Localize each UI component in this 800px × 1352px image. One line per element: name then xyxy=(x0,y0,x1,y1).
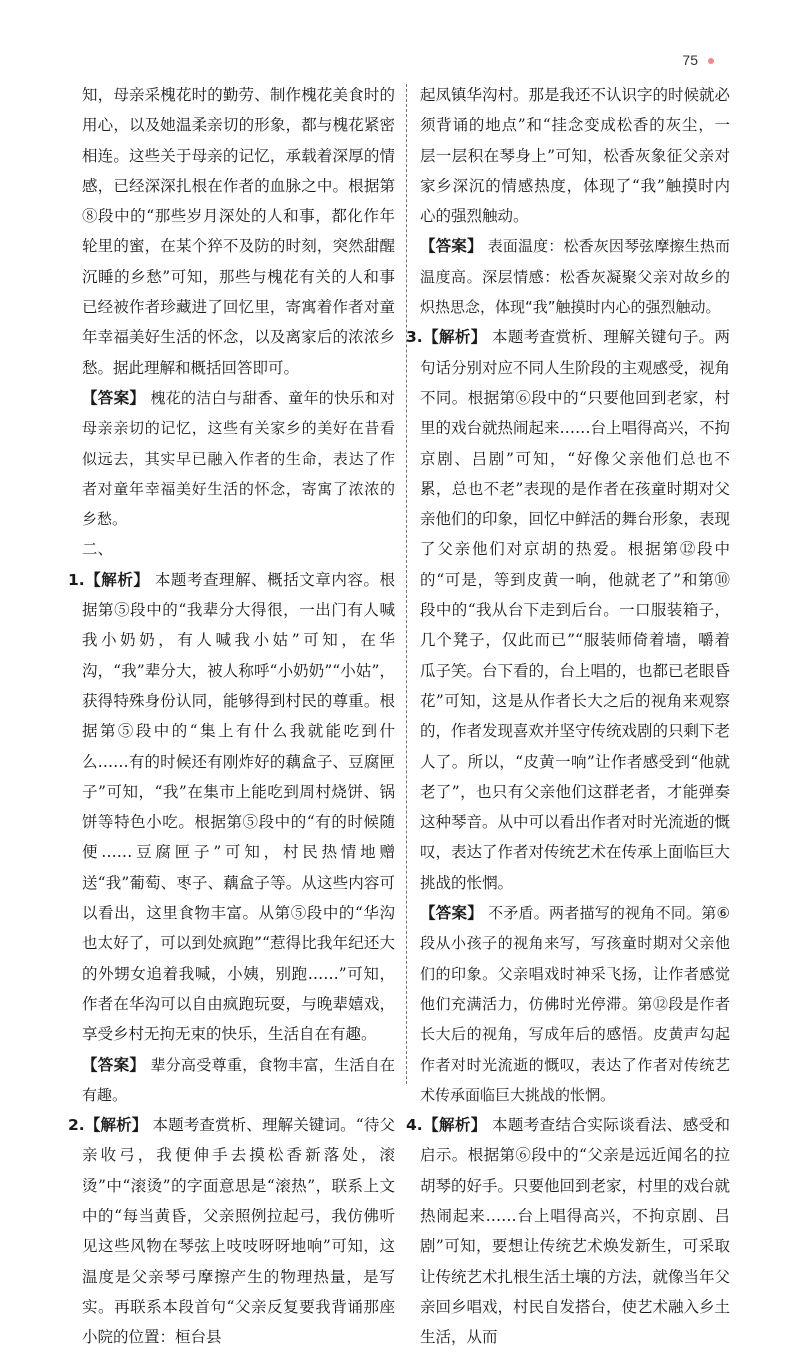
question-2-analysis xyxy=(68,1110,395,1352)
analysis-tag: 【解析】 xyxy=(422,1116,487,1135)
analysis-text: 本题考查赏析、理解关键词。“待父亲收弓，我便伸手去摸松香新落处，滚烫”中“滚烫”的字面意思是“滚热”，联系上文中的“每当黄昏，父亲照例拉起弓，我仿佛听见这些风物在琴弦上吱吱呀呀地响”可知，这温度是父亲琴弓摩擦产生的物理热量，是写实。再联系本段首句“父亲反复要我背诵那座小院的位置：桓台县 xyxy=(82,1116,395,1347)
question-2-answer xyxy=(420,231,730,322)
analysis-continuation: 知，母亲采槐花时的勤劳、制作槐花美食时的用心，以及她温柔亲切的形象，都与槐花紧密相连。这些关于母亲的记忆，承载着深厚的情感，已经深深扎根在作者的血脉之中。根据第⑧段中的“那些岁月深处的人和事，都化作年轮里的蜜，在某个猝不及防的时刻，突然甜醒沉睡的乡愁”可知，那些与槐花有关的人和事已经被作者珍藏进了回忆里，寄寓着作者对童年幸福美好生活的怀念，以及离家后的浓浓乡愁。据此理解和概括回答即可。 xyxy=(82,86,395,377)
question-number: 4. xyxy=(406,1116,423,1135)
answer-text: 槐花的洁白与甜香、童年的快乐和对母亲亲切的记忆，这些有关家乡的美好在昔看似远去，其实早已融入作者的生命，表达了作者对童年幸福美好生活的怀念，寄寓了浓浓的乡愁。 xyxy=(82,388,395,529)
analysis-tag: 【解析】 xyxy=(84,570,150,589)
analysis-text: 本题考查赏析、理解关键句子。两句话分别对应不同人生阶段的主观感受，视角不同。根据第⑥段中的“只要他回到老家，村里的戏台就热闹起来……台上唱得高兴，不拘京剧、吕剧”可知，“好像父亲他们总也不累，总也不老”表现的是作者在孩童时期对父亲他们的印象，回忆中鲜活的舞台形象，表现了父亲他们对京胡的热爱。根据第⑫段中的“可是，等到皮黄一响，他就老了”和第⑩段中的“我从台下走到后台。一口服装箱子，几个凳子，仅此而已”“服装师倚着墙，嚼着瓜子笑。台下看的，台上唱的，也都已老眼昏花”可知，这是从作者长大之后的视角来观察的，作者发现喜欢并坚守传统戏剧的只剩下老人了。所以，“皮黄一响”让作者感受到“他就老了”，也只有父亲他们这群老者，才能弹奏这种琴音。从中可以看出作者对时光流逝的慨叹，表达了作者对传统艺术在传承上面临巨大挑战的怅惘。 xyxy=(420,328,731,892)
answer-tag: 【答案】 xyxy=(420,904,483,923)
question-4-analysis xyxy=(406,1110,731,1352)
answer-text: 辈分高受尊重，食物丰富，生活自在有趣。 xyxy=(82,1055,395,1104)
left-column xyxy=(68,80,395,1352)
page-number: 75 xyxy=(682,52,698,68)
right-column xyxy=(406,80,731,1352)
question-number: 3. xyxy=(406,328,423,347)
answer-text: 表面温度：松香灰因琴弦摩擦生热而温度高。深层情感：松香灰凝聚父亲对故乡的炽热思念，体现“我”触摸时内心的强烈触动。 xyxy=(420,237,730,317)
answer-tag: 【答案】 xyxy=(420,237,483,256)
section-heading: 二、 xyxy=(82,540,114,559)
question-3-answer xyxy=(420,898,730,1110)
answer-text: 不矛盾。两者描写的视角不同。第⑥段从小孩子的视角来写，写孩童时期对父亲他们的印象。父亲唱戏时神采飞扬，让作者感觉他们充满活力，仿佛时光停滞。第⑫段是作者长大后的视角，写成年后的感悟。皮黄声勾起作者对时光流逝的慨叹，表达了作者对传统艺术传承面临巨大挑战的怅惘。 xyxy=(420,904,730,1104)
question-number: 1. xyxy=(68,570,85,589)
analysis-text: 本题考查结合实际谈看法、感受和启示。根据第⑥段中的“父亲是远近闻名的拉胡琴的好手。只要他回到老家，村里的戏台就热闹起来……台上唱得高兴，不拘京剧、吕剧”可知，要想让传统艺术焕发新生，可采取让传统艺术扎根生活土壤的方法，就像当年父亲回乡唱戏，村民自发搭台，使艺术融入乡土生活，从而 xyxy=(420,1116,731,1347)
question-number: 2. xyxy=(68,1116,85,1135)
page-number-dot-icon xyxy=(708,58,714,64)
analysis-continuation: 起凤镇华沟村。那是我还不认识字的时候就必须背诵的地点”和“挂念变成松香的灰尘，一层一层积在琴身上”可知，松香灰象征父亲对家乡深沉的情感热度，体现了“我”触摸时内心的强烈触动。 xyxy=(420,86,731,226)
answer-block xyxy=(82,383,395,534)
question-1-analysis xyxy=(68,565,395,1050)
column-divider xyxy=(406,84,407,1084)
question-3-analysis xyxy=(406,322,731,898)
analysis-tag: 【解析】 xyxy=(84,1116,148,1135)
question-1-answer xyxy=(82,1050,395,1111)
answer-tag: 【答案】 xyxy=(82,388,146,407)
analysis-tag: 【解析】 xyxy=(422,328,487,347)
answer-tag: 【答案】 xyxy=(82,1055,146,1074)
analysis-text: 本题考查理解、概括文章内容。根据第⑤段中的“我辈分大得很，一出门有人喊我小奶奶，有人喊我小姑”可知，在华沟，“我”辈分大，被人称呼“小奶奶”“小姑”，获得特殊身份认同，能够得到村民的尊重。根据第⑤段中的“集上有什么我就能吃到什么……有的时候还有刚炸好的藕盒子、豆腐匣子”可知，“我”在集市上能吃到周村烧饼、锅饼等特色小吃。根据第⑤段中的“有的时候随便……豆腐匣子”可知，村民热情地赠送“我”葡萄、枣子、藕盒子等。从这些内容可以看出，这里食物丰富。从第⑤段中的“华沟也太好了，可以到处疯跑”“惹得比我年纪还大的外甥女追着我喊，小姨，别跑……”可知，作者在华沟可以自由疯跑玩耍，与晚辈嬉戏，享受乡村无拘无束的快乐，生活自在有趣。 xyxy=(82,570,395,1044)
